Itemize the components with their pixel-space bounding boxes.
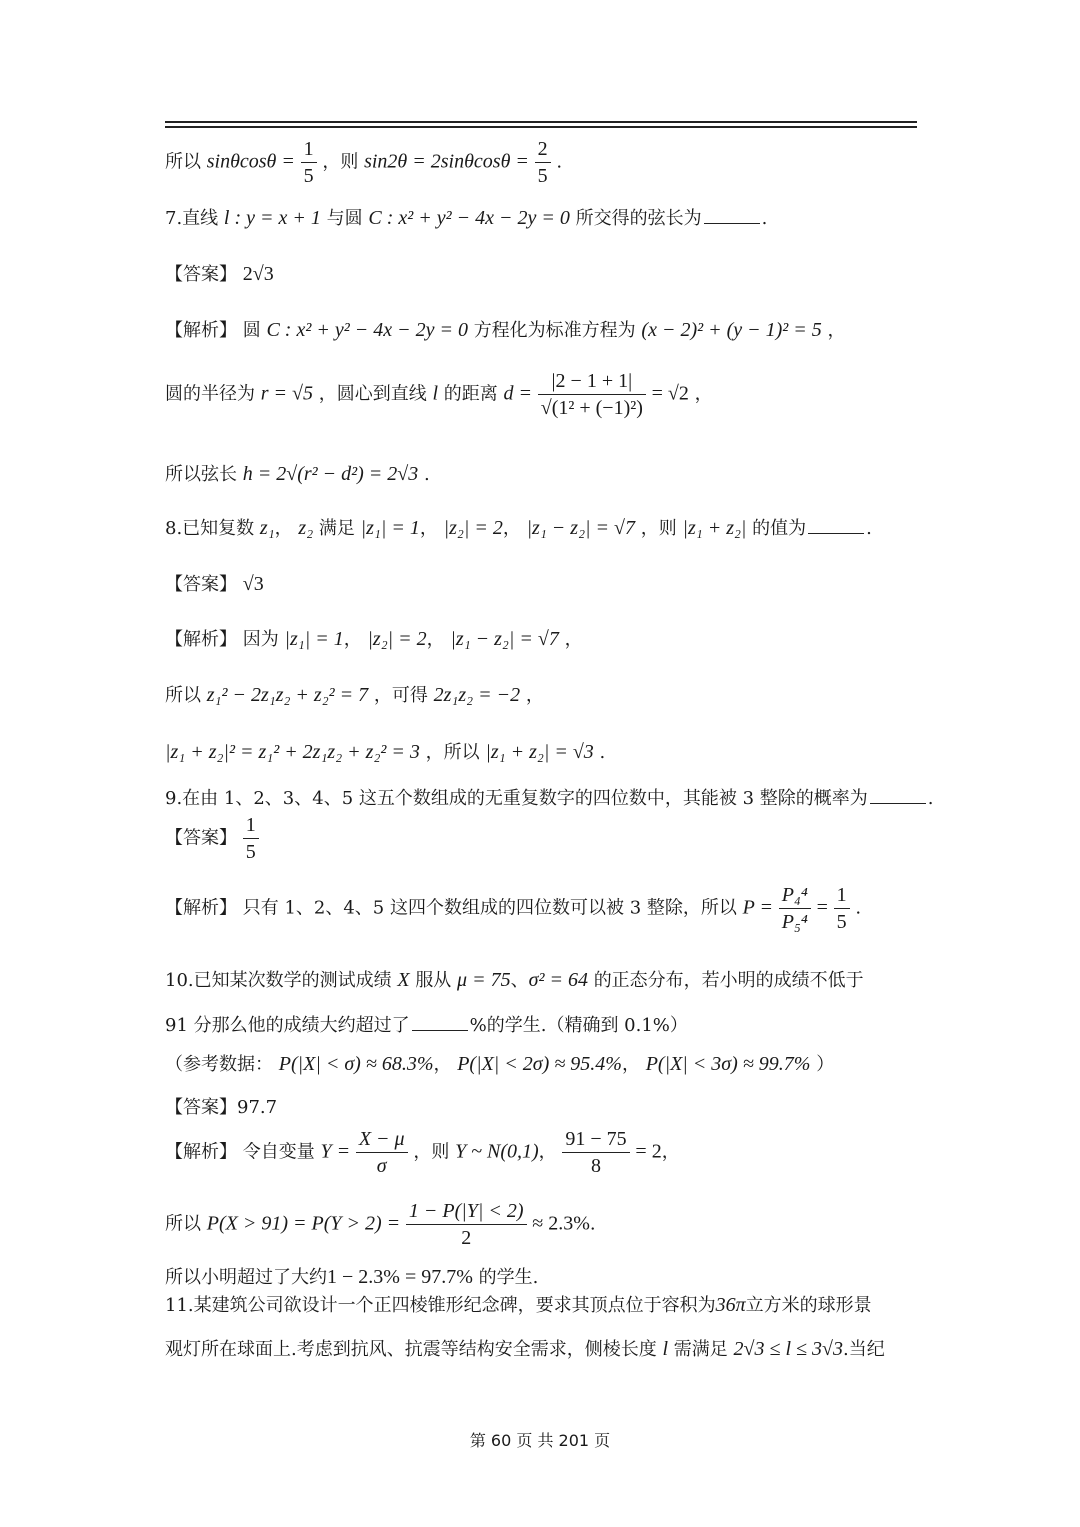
text: ，则 — [640, 518, 677, 539]
analysis-8-line3 — [165, 740, 605, 765]
question-7 — [165, 205, 767, 231]
numerator: 1 — [301, 136, 317, 163]
text: 所以 — [165, 1213, 201, 1235]
math-expr: 1 − 2.3% = 97.7% — [327, 1266, 473, 1288]
answer-label: 【答案】 — [165, 264, 237, 285]
text: ， — [661, 1141, 680, 1163]
math-expr: = 2 — [635, 1140, 662, 1163]
answer-8 — [165, 572, 264, 597]
fraction — [779, 882, 811, 935]
math-expr: P(X > 91) = P(Y > 2) = — [206, 1212, 401, 1235]
math-expr: P(|X| < 2σ) ≈ 95.4% — [457, 1053, 622, 1075]
analysis-label: 【解析】 — [165, 320, 237, 341]
text: ， — [274, 518, 293, 539]
numerator: 1 — [834, 882, 850, 909]
text: 与圆 — [326, 208, 363, 229]
analysis-8-line2 — [165, 683, 544, 708]
answer-blank — [870, 785, 926, 804]
analysis-9 — [165, 882, 861, 935]
math-expr: = — [816, 896, 828, 919]
denominator: 5 — [245, 841, 256, 863]
text: ，可得 — [373, 685, 428, 706]
denominator: 5 — [303, 165, 314, 187]
denominator: 5 — [836, 911, 847, 933]
text: .当纪 — [842, 1339, 885, 1360]
numerator: 91 − 75 — [562, 1126, 629, 1153]
math-expr: h = 2√(r² − d²) = 2√3 — [242, 463, 419, 485]
denominator: 5 — [537, 165, 548, 187]
text: ，所以 — [425, 742, 480, 763]
numerator: 1 — [243, 812, 259, 839]
denominator: √(1² + (−1)²) — [540, 397, 643, 419]
text: （参考数据： — [165, 1054, 273, 1075]
text: 所以弦长 — [165, 464, 237, 485]
math-expr: ≈ 2.3% — [532, 1212, 590, 1235]
fraction — [535, 136, 551, 189]
text: 的距离 — [443, 383, 498, 405]
answer-blank — [412, 1012, 468, 1031]
math-expr: σ² = 64 — [528, 969, 588, 991]
analysis-10-line3 — [165, 1265, 538, 1290]
fraction — [562, 1126, 629, 1179]
math-expr: P(|X| < 3σ) ≈ 99.7% — [645, 1053, 811, 1075]
text: 所以小明超过了大约 — [165, 1267, 327, 1288]
fraction — [356, 1126, 408, 1179]
fraction — [406, 1198, 527, 1251]
answer-value: √3 — [242, 573, 264, 595]
header-rule-bottom — [165, 126, 917, 128]
numerator: 2 — [535, 136, 551, 163]
math-expr: d = — [503, 382, 532, 405]
question-10-reference: （参考数据： P(|X| < σ) ≈ 68.3%， P(|X| < 2σ) ≈ 95.4%， P(|X| < 3σ) ≈ 99.7% ） — [165, 1053, 835, 1075]
text: 满足 — [318, 518, 355, 539]
question-10-line2 — [165, 1012, 688, 1038]
analysis-7-line3 — [165, 462, 430, 487]
math-expr: r = √5 — [260, 382, 313, 405]
text: . — [855, 897, 862, 919]
math-expr: P(|X| < σ) ≈ 68.3% — [278, 1053, 434, 1075]
fraction — [834, 882, 850, 935]
text: ， — [694, 383, 713, 405]
math-expr: z₁ — [259, 517, 275, 539]
fraction — [301, 136, 317, 189]
math-expr: P = — [742, 896, 773, 919]
text: . — [866, 518, 872, 539]
text: 只有 1、2、4、5 这四个数组成的四位数可以被 3 整除，所以 — [242, 897, 737, 919]
analysis-label: 【解析】 — [165, 1141, 237, 1163]
text: ， — [525, 685, 544, 706]
analysis-7-line1 — [165, 318, 846, 343]
text: 7.直线 — [165, 208, 219, 229]
denominator: P₅⁴ — [781, 911, 808, 933]
fraction — [538, 368, 646, 421]
text: 的学生. — [478, 1267, 539, 1288]
text: . — [761, 208, 768, 229]
text: . — [424, 464, 430, 485]
question-9 — [165, 785, 934, 811]
text: 所以 — [165, 151, 201, 173]
math-expr: Y ~ N(0,1) — [455, 1140, 539, 1163]
numerator: |2 − 1 + 1| — [538, 368, 646, 395]
answer-7 — [165, 262, 274, 287]
math-expr: l : y = x + 1 — [223, 207, 321, 229]
answer-9 — [165, 812, 259, 865]
text: ， — [564, 629, 583, 650]
continuation-line — [165, 136, 562, 189]
analysis-10-line1 — [165, 1126, 680, 1179]
answer-10 — [165, 1096, 277, 1120]
answer-value: 97.7 — [237, 1097, 278, 1118]
math-expr: l — [662, 1338, 669, 1360]
denominator: σ — [376, 1155, 387, 1177]
question-11-line1 — [165, 1293, 872, 1318]
text: ） — [816, 1054, 835, 1075]
question-8: 8.已知复数 z₁， z₂ 满足 |z₁| = 1， |z₂| = 2， |z₁ − z₂| = √7 ，则 |z₁ + z₂| 的值为 . — [165, 517, 872, 539]
math-expr: |z₁ + z₂| — [682, 517, 747, 539]
question-10-line1 — [165, 968, 864, 993]
answer-label: 【答案】 — [165, 574, 237, 595]
text: 的值为 — [752, 518, 807, 539]
math-expr: 2z₁z₂ = −2 — [433, 684, 521, 706]
math-expr: sinθcosθ = — [206, 150, 295, 173]
text: 8.已知复数 — [165, 518, 255, 539]
text: 因为 — [242, 629, 279, 650]
answer-label: 【答案】 — [165, 827, 237, 849]
math-expr: |z₁ − z₂| = √7 — [526, 517, 635, 539]
text: 9.在由 1、2、3、4、5 这五个数组成的无重复数字的四位数中，其能被 3 整除的概率为 — [165, 788, 868, 809]
header-rule-top — [165, 121, 917, 123]
text: 所交得的弦长为 — [575, 208, 702, 229]
text: ，则 — [322, 151, 359, 173]
answer-blank — [808, 515, 864, 534]
text: ， — [827, 320, 846, 341]
text: . — [927, 788, 934, 809]
text: ，圆心到直线 — [318, 383, 427, 405]
math-expr: (x − 2)² + (y − 1)² = 5 — [641, 319, 822, 341]
text: 需满足 — [673, 1339, 728, 1360]
text: 的正态分布，若小明的成绩不低于 — [593, 970, 864, 991]
denominator: 2 — [461, 1227, 472, 1249]
math-expr: sin2θ = 2sinθcosθ = — [364, 150, 529, 173]
math-expr: X — [397, 969, 410, 991]
math-expr: l — [432, 382, 439, 405]
text: 11.某建筑公司欲设计一个正四棱锥形纪念碑，要求其顶点位于容积为 — [165, 1295, 716, 1316]
math-expr: |z₁| = 1 — [284, 628, 344, 650]
page-footer: 第 60 页 共 201 页 — [469, 1431, 611, 1450]
math-expr: Y = — [320, 1140, 351, 1163]
analysis-10-line2 — [165, 1198, 596, 1251]
analysis-7-line2 — [165, 368, 713, 421]
math-expr: = √2 — [651, 382, 689, 405]
math-expr: |z₁| = 1 — [360, 517, 420, 539]
math-expr: |z₁ + z₂|² = z₁² + 2z₁z₂ + z₂² = 3 — [165, 741, 420, 763]
text: 令自变量 — [242, 1141, 315, 1163]
answer-label: 【答案】 — [165, 1097, 237, 1118]
answer-blank — [704, 205, 760, 224]
text: 圆 — [242, 320, 261, 341]
numerator: 1 − P(|Y| < 2) — [406, 1198, 527, 1225]
math-expr: |z₁ − z₂| = √7 — [450, 628, 559, 650]
math-expr: z₁² − 2z₁z₂ + z₂² = 7 — [206, 684, 369, 706]
text: 91 分那么他的成绩大约超过了 — [165, 1015, 410, 1036]
numerator: P₄⁴ — [779, 882, 811, 909]
text: . — [556, 151, 563, 173]
text: ，则 — [413, 1141, 450, 1163]
text: 10.已知某次数学的测试成绩 — [165, 970, 392, 991]
math-expr: C : x² + y² − 4x − 2y = 0 — [368, 207, 570, 229]
math-expr: |z₁ + z₂| = √3 — [485, 741, 594, 763]
math-expr: C : x² + y² − 4x − 2y = 0 — [266, 319, 468, 341]
text: . — [589, 1213, 596, 1235]
analysis-8-line1: 【解析】 因为 |z₁| = 1， |z₂| = 2， |z₁ − z₂| = √7 ， — [165, 628, 583, 650]
text: 圆的半径为 — [165, 383, 255, 405]
text: ， — [538, 1141, 557, 1163]
math-expr: |z₂| = 2 — [443, 517, 503, 539]
math-expr: 36π — [715, 1294, 746, 1316]
text: 立方米的球形景 — [745, 1295, 872, 1316]
text: 、 — [510, 970, 529, 991]
analysis-label: 【解析】 — [165, 629, 237, 650]
fraction — [243, 812, 259, 865]
math-expr: μ = 75 — [457, 969, 511, 991]
math-expr: |z₂| = 2 — [367, 628, 427, 650]
math-expr: z₂ — [298, 517, 314, 539]
answer-value: 2√3 — [242, 263, 274, 285]
text: 服从 — [415, 970, 452, 991]
text: 观灯所在球面上.考虑到抗风、抗震等结构安全需求，侧棱长度 — [165, 1339, 657, 1360]
text: . — [599, 742, 606, 763]
text: 所以 — [165, 685, 201, 706]
question-11-line2 — [165, 1337, 885, 1362]
analysis-label: 【解析】 — [165, 897, 237, 919]
numerator: X − μ — [356, 1126, 408, 1153]
text: 方程化为标准方程为 — [473, 320, 636, 341]
denominator: 8 — [591, 1155, 602, 1177]
math-expr: 2√3 ≤ l ≤ 3√3 — [733, 1338, 843, 1360]
text: %的学生.（精确到 0.1%） — [469, 1015, 688, 1036]
